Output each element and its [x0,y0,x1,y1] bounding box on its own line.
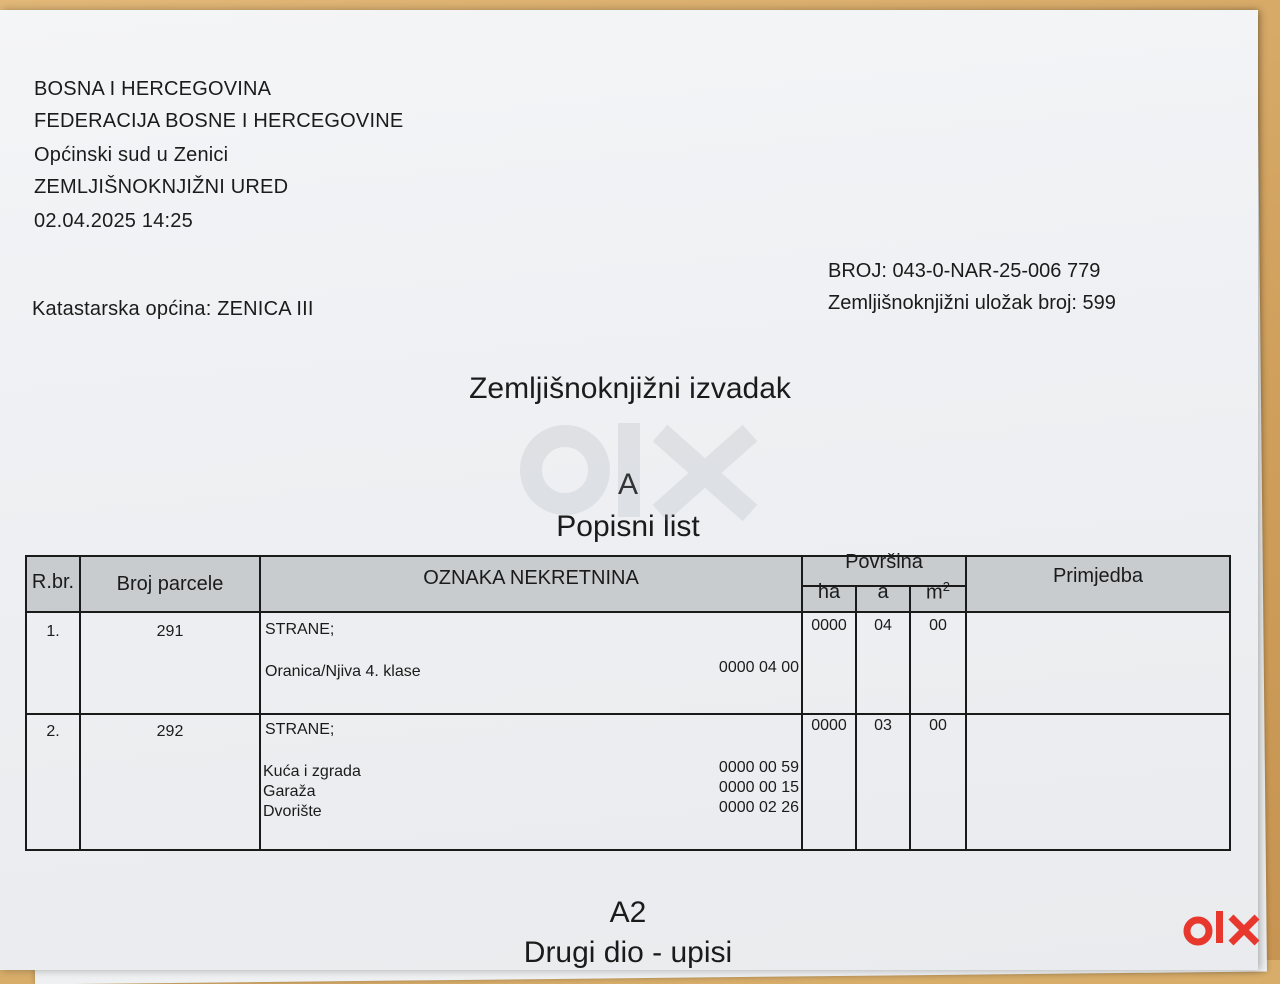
row2-rbr: 2. [46,723,60,740]
header-federation: FEDERACIJA BOSNE I HERCEGOVINE [34,110,404,132]
row-divider [25,713,1231,715]
row1-item-label: Oranica/Njiva 4. klase [265,663,421,680]
next-section-letter: A2 [609,896,647,929]
row2-item1-label: Kuća i zgrada [263,763,361,780]
row2-ha: 0000 [811,717,847,734]
section-letter: A [617,468,638,501]
header-ha: ha [817,581,841,603]
document-page [0,10,1258,970]
header-primjedba: Primjedba [1052,565,1144,587]
header-m2-sup: 2 [942,579,950,594]
cadastral-municipality: Katastarska općina: ZENICA III [32,298,314,320]
olx-logo-icon [1183,905,1273,953]
header-broj-parcele: Broj parcele [116,573,224,595]
row1-item-area: 0000 04 00 [718,659,799,676]
header-datetime: 02.04.2025 14:25 [34,210,193,232]
next-section-name: Drugi dio - upisi [523,936,733,969]
header-bottom-line [25,611,1231,613]
header-oznaka: OZNAKA NEKRETNINA [423,567,639,589]
row2-item2-label: Garaža [263,783,316,800]
header-m2 [911,579,965,605]
row2-item3-label: Dvorište [263,803,322,820]
col-line-1 [79,555,81,851]
property-table [25,545,1231,851]
row2-item1-area: 0000 00 59 [718,759,799,776]
table-border-bottom [25,849,1231,851]
row2-item2-area: 0000 00 15 [718,779,799,796]
row1-rbr: 1. [46,623,60,640]
header-rbr: R.br. [31,571,75,593]
row2-item3-area: 0000 02 26 [718,799,799,816]
row1-ha: 0000 [811,617,847,634]
row2-parcela: 292 [156,723,184,740]
header-country: BOSNA I HERCEGOVINA [34,78,272,100]
table-border-top [25,555,801,557]
col-line-0 [25,555,27,851]
header-court: Općinski sud u Zenici [34,144,229,166]
header-a: a [877,581,889,603]
row2-a: 03 [874,717,892,734]
row1-oznaka-title: STRANE; [265,621,335,638]
col-line-6 [965,555,967,851]
document-title: Zemljišnoknjižni izvadak [469,372,791,405]
row1-a: 04 [874,617,892,634]
case-number: BROJ: 043-0-NAR-25-006 779 [828,260,1101,282]
header-m2-base: m [926,581,943,604]
section-name: Popisni list [556,510,700,543]
row1-m2: 00 [929,617,947,634]
header-povrsina: Površina [845,551,923,573]
row2-oznaka-title: STRANE; [265,721,335,738]
col-line-2 [259,555,261,851]
header-office: ZEMLJIŠNOKNJIŽNI URED [34,176,289,198]
row2-m2: 00 [929,717,947,734]
land-registry-number: Zemljišnoknjižni uložak broj: 599 [828,292,1116,314]
col-line-7 [1229,555,1231,851]
row1-parcela: 291 [156,623,184,640]
